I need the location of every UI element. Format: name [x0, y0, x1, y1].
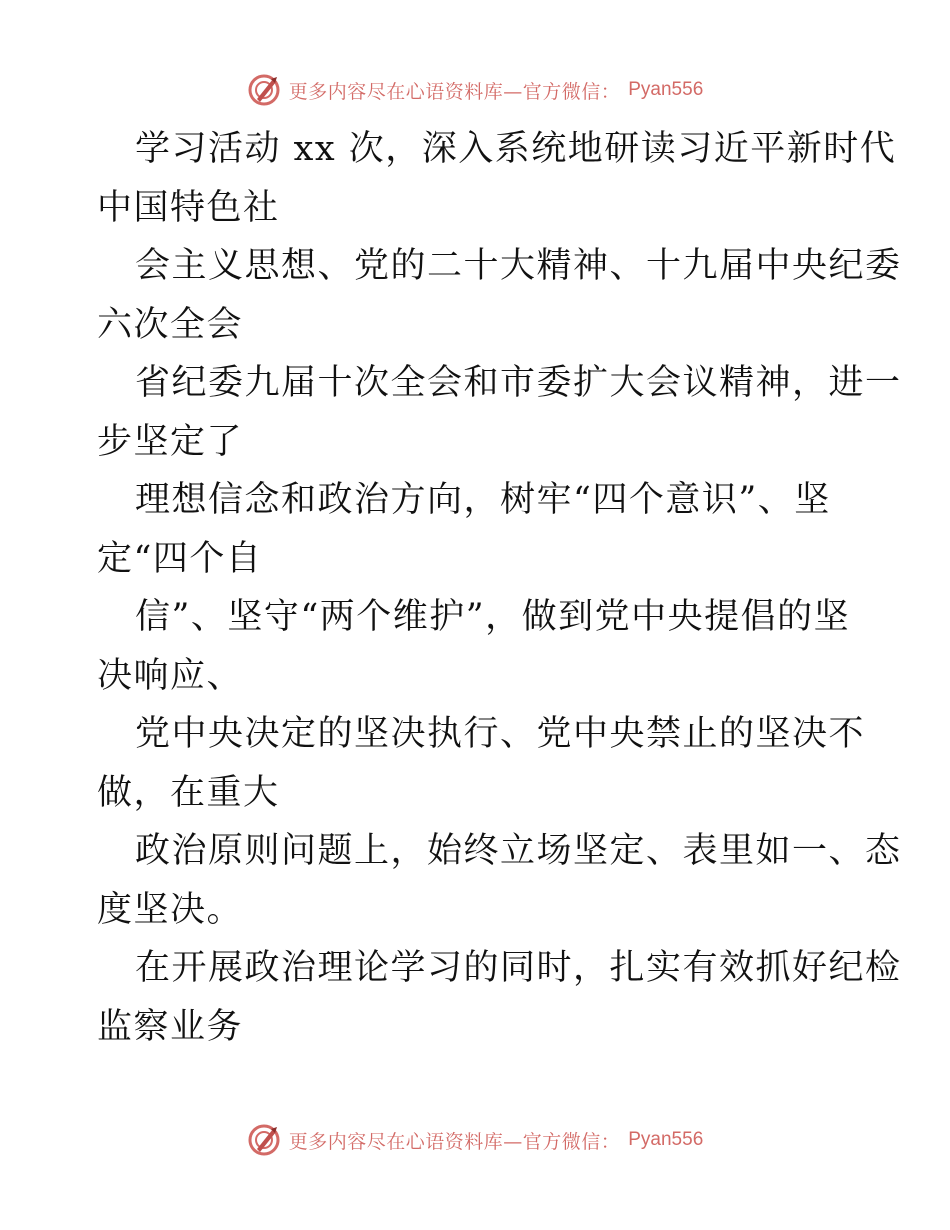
text-line-7: 理想信念和政治方向，树牢“四个意识”、坚 — [135, 480, 831, 520]
text-line-1: 学习活动 xx 次，深入系统地研读习近平新时代 — [135, 129, 897, 169]
text-line-14: 度坚决。 — [97, 889, 244, 930]
header-wechat-id: Pyan556 — [628, 79, 704, 100]
logo-seal-icon — [247, 73, 281, 107]
text-line-9: 信”、坚守“两个维护”，做到党中央提倡的坚 — [135, 597, 851, 637]
header-watermark-banner — [0, 70, 950, 110]
text-line-6: 步坚定了 — [97, 421, 244, 462]
text-line-3: 会主义思想、党的二十大精神、十九届中央纪委 — [135, 246, 902, 286]
text-line-11: 党中央决定的坚决执行、党中央禁止的坚决不 — [135, 714, 866, 754]
header-banner-text: 更多内容尽在心语资料库—官方微信： — [288, 80, 621, 103]
text-line-13: 政治原则问题上，始终立场坚定、表里如一、态 — [135, 831, 902, 871]
text-line-2: 中国特色社 — [97, 187, 280, 228]
footer-watermark-banner — [0, 1120, 950, 1160]
footer-wechat-id: Pyan556 — [628, 1129, 704, 1150]
text-line-16: 监察业务 — [97, 1006, 244, 1047]
text-line-15: 在开展政治理论学习的同时，扎实有效抓好纪检 — [135, 948, 902, 988]
text-line-8: 定“四个自 — [97, 538, 263, 579]
text-line-12: 做，在重大 — [97, 772, 280, 813]
text-line-10: 决响应、 — [97, 655, 244, 696]
document-body — [97, 120, 902, 1056]
text-line-4: 六次全会 — [97, 304, 244, 345]
footer-banner-text: 更多内容尽在心语资料库—官方微信： — [288, 1130, 621, 1153]
text-line-5: 省纪委九届十次全会和市委扩大会议精神，进一 — [135, 363, 902, 403]
logo-seal-icon — [247, 1123, 281, 1157]
